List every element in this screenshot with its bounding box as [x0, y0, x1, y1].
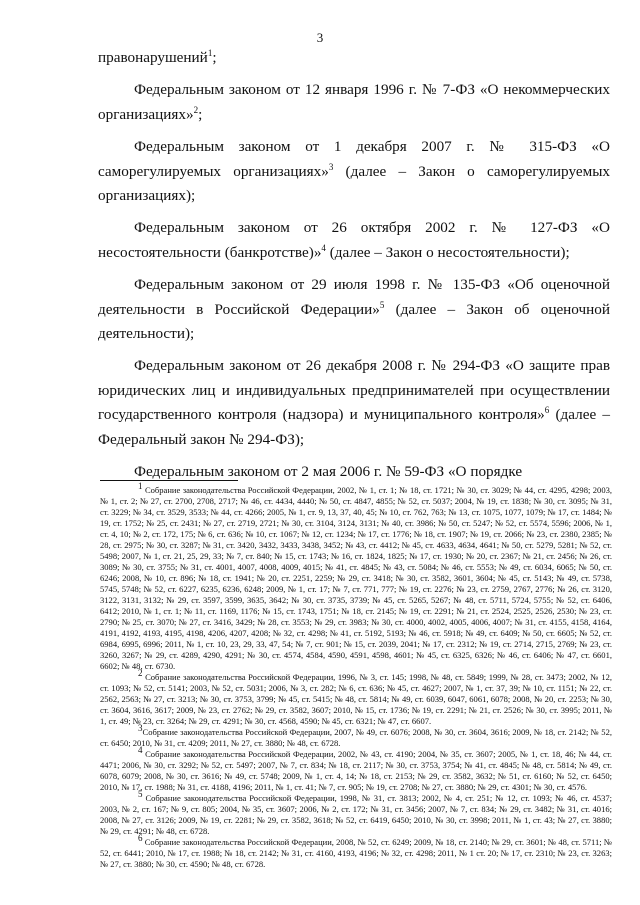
footnote-ref: 1	[207, 47, 213, 58]
footnote-ref: 3	[328, 161, 334, 172]
footnote-mark: 5	[138, 789, 143, 800]
footnote-ref: 4	[321, 242, 326, 253]
main-text	[98, 46, 610, 485]
paragraph: Федеральным законом от 12 января 1996 г. № 7-ФЗ «О некоммерческих организациях»$^2$;	[98, 81, 610, 123]
footnote: $^4$ Собрание законодательства Российской Федерации, 2002, № 43, ст. 4190; 2004, № 35, ст. 3607; 2005, № 1, ст. 18, 46; № 44, ст. 4471; 2006, № 30, ст. 3292; № 52, ст. 5497; 2007, № 7, ст. 834; № 18, ст. 2117; № 30, ст. 3753, 3754; № 41, ст. 4845; № 48, ст. 5814; № 49, ст. 6078, 6079; 2008, № 30, ст. 3616; № 49, ст. 5748; 2009, № 1, ст. 4, 14; № 18, ст. 2153; № 29, ст. 3582, 3632; № 51, ст. 6160; № 52, ст. 6450; 2010, № 17, ст. 1988; № 31, ст. 4188, 4196; 2011, № 1, ст. 41; № 7, ст. 905; № 19, ст. 2708; № 27, ст. 3880; № 29, ст. 4301; № 30, ст. 4576.	[100, 745, 613, 792]
page-number: 3	[316, 30, 324, 45]
paragraph: Федеральным законом от 26 октября 2002 г. № 127-ФЗ «О несостоятельности (банкротстве)»$^4$ (далее – Закон о несостоятельности);	[98, 219, 610, 261]
footnote: $^5$ Собрание законодательства Российской Федерации, 1998, № 31, ст. 3813; 2002, № 4, ст. 251; № 12, ст. 1093; № 46, ст. 4537; 2003, № 2, ст. 167; № 9, ст. 805; 2004, № 35, ст. 3607; 2006, № 2, ст. 172; № 31, ст. 3456; 2007, № 7, ст. 834; № 29, ст. 3482; № 31, ст. 4016; 2008, № 27, ст. 3126; 2009, № 19, ст. 2281; № 29, ст. 3582, 3618; № 52, ст. 6419, 6450; 2010, № 30, ст. 3998; 2011, № 1, ст. 43; № 27, ст. 3880; № 29, ст. 4291; № 48, ст. 6728.	[100, 789, 612, 836]
footnote-separator	[100, 480, 238, 481]
footnote-ref: 5	[379, 299, 385, 310]
footnote: $^3$Собрание законодательства Российской Федерации, 2007, № 49, ст. 6076; 2008, № 30, ст. 3604, 3616; 2009, № 18, ст. 2142; № 52, ст. 6450; 2010, № 31, ст. 4209; 2011, № 27, ст. 3880; № 48, ст. 6728.	[100, 723, 612, 748]
footnote-mark: 2	[138, 668, 143, 679]
paragraph: Федеральным законом от 29 июля 1998 г. № 135-ФЗ «Об оценочной деятельности в Российской Федерации»$^5$ (далее – Закон об оценочной деятельности);	[98, 276, 610, 343]
footnote-ref: 6	[544, 405, 550, 416]
footnote: $^1$ Собрание законодательства Российской Федерации, 2002, № 1, ст. 1; № 18, ст. 1721; № 30, ст. 3029; № 44, ст. 4295, 4298; 2003, № 1, ст. 2; № 27, ст. 2700, 2708, 2717; № 46, ст. 4434, 4440; № 50, ст. 4847, 4855; № 52, ст. 5037; 2004, № 19, ст. 1838; № 30, ст. 3095; № 31, ст. 3229; № 34, ст. 3529, 3533; № 44, ст. 4266; 2005, № 1, ст. 9, 13, 37, 40, 45; № 10, ст. 762, 763; № 13, ст. 1075, 1077, 1079; № 17, ст. 1484; № 19, ст. 1752; № 25, ст. 2431; № 27, ст. 2719, 2721; № 30, ст. 3104, 3124, 3131; № 40, ст. 3986; № 50, ст. 5247; № 52, ст. 5574, 5596; 2006, № 1, ст. 4, 10; № 2, ст. 172, 175; № 6, ст. 636; № 10, ст. 1067; № 12, ст. 1234; № 17, ст. 1776; № 18, ст. 1907; № 19, ст. 2066; № 23, ст. 2380, 2385; № 28, ст. 2975; № 30, ст. 3287; № 31, ст. 3420, 3432, 3433, 3438, 3452; № 43, ст. 4412; № 45, ст. 4633, 4634, 4641; № 50, ст. 5279, 5281; № 52, ст. 5498; 2007, № 1, ст. 21, 25, 29, 33; № 7, ст. 840; № 15, ст. 1743; № 16, ст. 1824, 1825; № 17, ст. 1930; № 20, ст. 2367; № 21, ст. 2456; № 26, ст. 3089; № 30, ст. 3755; № 31, ст. 4001, 4007, 4008, 4009, 4015; № 41, ст. 4845; № 43, ст. 5084; № 46, ст. 5553; № 49, ст. 6034, 6065; № 50, ст. 6246; 2008, № 10, ст. 896; № 18, ст. 1941; № 20, ст. 2251, 2259; № 29, ст. 3418; № 30, ст. 3582, 3601, 3604; № 45, ст. 5143; № 49, ст. 5738, 5745, 5748; № 52, ст. 6227, 6235, 6236, 6248; 2009, № 1, ст. 17; № 7, ст. 771, 777; № 19, ст. 2276; № 23, ст. 2759, 2767, 2776; № 26, ст. 3120, 3122, 3131, 3132; № 29, ст. 3597, 3599, 3635, 3642; № 30, ст. 3735, 3739; № 45, ст. 5265, 5267; № 48, ст. 5711, 5724, 5755; № 52, ст. 6406, 6412; 2010, № 1, ст. 1; № 11, ст. 1169, 1176; № 15, ст. 1743, 1751; № 18, ст. 2145; № 19, ст. 2291; № 21, ст. 2524, 2525, 2526, 2530; № 23, ст. 2790; № 25, ст. 3070; № 27, ст. 3416, 3429; № 28, ст. 3553; № 29, ст. 3983; № 30, ст. 4000, 4002, 4005, 4006, 4007; № 31, ст. 4155, 4158, 4164, 4191, 4192, 4193, 4195, 4198, 4206, 4207, 4208; № 32, ст. 4298; № 41, ст. 5192, 5193; № 46, ст. 5918; № 49, ст. 6409; № 50, ст. 6605; № 52, ст. 6984, 6995, 6996; 2011, № 1, ст. 10, 23, 29, 33, 47, 54; № 7, ст. 901; № 15, ст. 2039, 2041; № 17, ст. 2312; № 19, ст. 2714, 2715, 2769; № 23, ст. 3260, 3267; № 29, ст. 4289, 4290, 4291; № 30, ст. 4574, 4584, 4590, 4591, 4598, 4601; № 45, ст. 6325, 6326; № 46, ст. 6406; № 47, ст. 6601, 6602; № 48, ст. 6730.	[100, 481, 612, 671]
footnote-mark: 3	[138, 723, 143, 734]
paragraph: правонарушений$^1$;	[98, 47, 217, 66]
footnote-ref: 2	[193, 104, 199, 115]
footnote-mark: 6	[138, 833, 143, 844]
paragraph: Федеральным законом от 1 декабря 2007 г. № 315-ФЗ «О саморегулируемых организациях»$^3$ (далее – Закон о саморегулируемых организациях);	[98, 138, 610, 205]
footnote-mark: 1	[138, 481, 143, 492]
paragraph: Федеральным законом от 2 мая 2006 г. № 59-ФЗ «О порядке	[134, 463, 523, 481]
footnote: $^6$ Собрание законодательства Российской Федерации, 2008, № 52, ст. 6249; 2009, № 18, ст. 2140; № 29, ст. 3601; № 48, ст. 5711; № 52, ст. 6441; 2010, № 17, ст. 1988; № 18, ст. 2142; № 31, ст. 4160, 4193, 4196; № 32, ст. 4298; 2011, № 1 ст. 20; № 17, ст. 2310; № 23, ст. 3263; № 27, ст. 3880; № 30, ст. 4590; № 48, ст. 6728.	[100, 833, 612, 869]
footnote-mark: 4	[138, 745, 143, 756]
footnotes	[100, 481, 613, 870]
paragraph: Федеральным законом от 26 декабря 2008 г. № 294-ФЗ «О защите прав юридических лиц и индивидуальных предпринимателей при осуществлении государственного контроля (надзора) и муниципального контроля»$^6$ (далее – Федеральный закон № 294-ФЗ);	[98, 357, 610, 448]
footnote: $^2$ Собрание законодательства Российской Федерации, 1996, № 3, ст. 145; 1998, № 48, ст. 5849; 1999, № 28, ст. 3473; 2002, № 12, ст. 1093; № 52, ст. 5141; 2003, № 52, ст. 5031; 2006, № 3, ст. 282; № 6, ст. 636; № 45, ст. 4627; 2007, № 1, ст. 37, 39; № 10, ст. 1151; № 22, ст. 2562, 2563; № 27, ст. 3213; № 30, ст. 3753, 3799; № 45, ст. 5415; № 48, ст. 5814; № 49, ст. 6039, 6047, 6061, 6078; 2008, № 20, ст. 2253; № 30, ст. 3604, 3616, 3617; 2009, № 23, ст. 2762; № 29, ст. 3582, 3607; 2010, № 15, ст. 1736; № 19, ст. 2291; № 21, ст. 2526; № 30, ст. 3995; 2011, № 1, ст. 49; № 23, ст. 3264; № 29, ст. 4291; № 30, ст. 4568, 4590; № 45, ст. 6321; № 47, ст. 6607.	[100, 668, 612, 726]
